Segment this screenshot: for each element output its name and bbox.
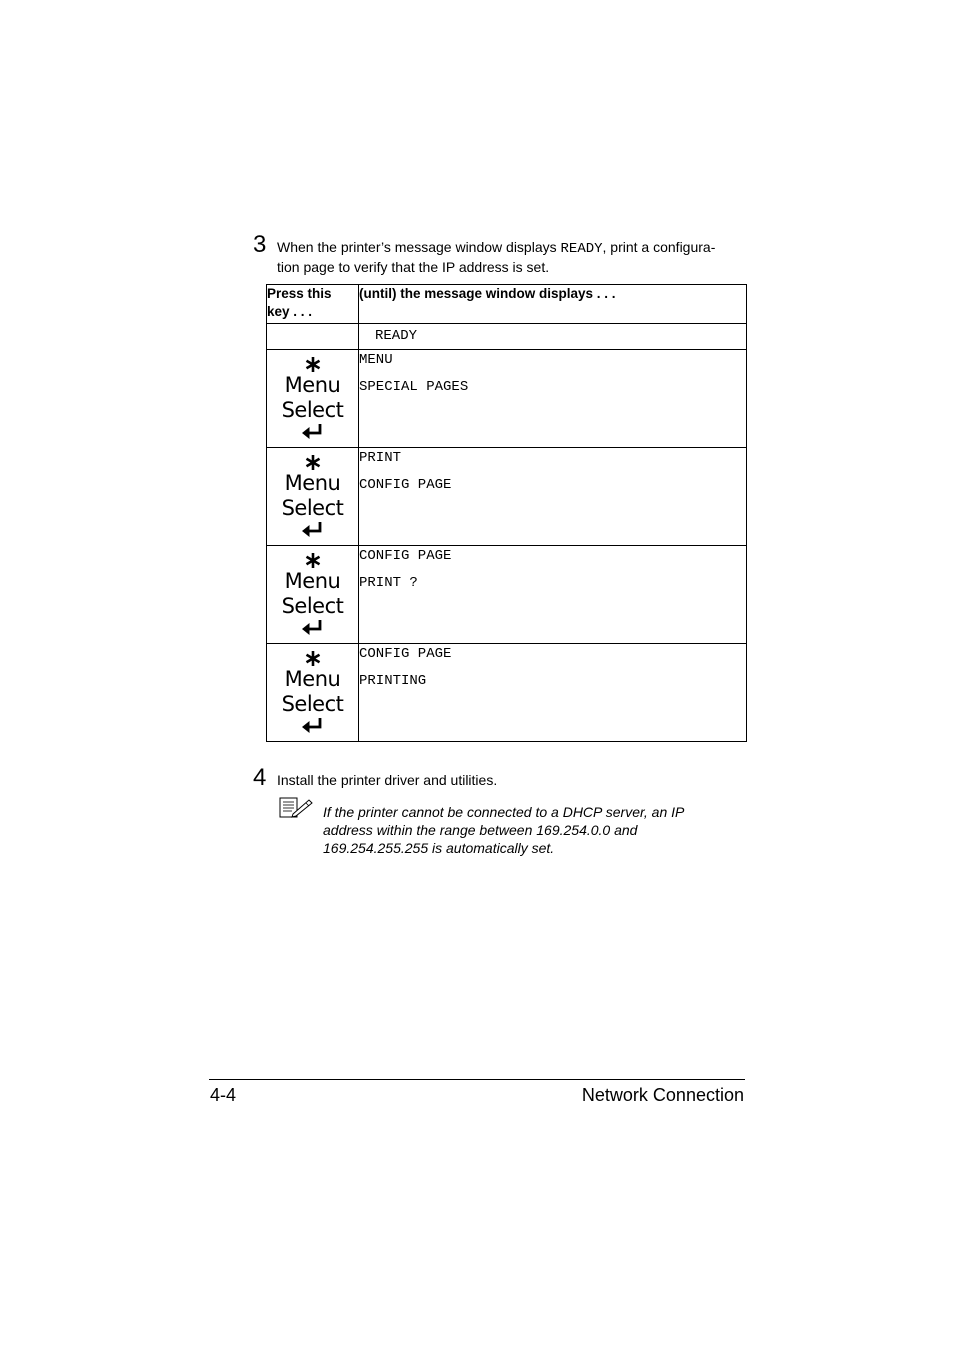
message-line2: SPECIAL PAGES [359,379,469,395]
table-row [267,644,747,742]
key-cell [267,448,359,546]
step-3-code: READY [560,241,603,257]
note-line2: address within the range between 169.254.0.0 and [323,822,638,838]
menu-select-key [278,356,348,439]
header-message-window: (until) the message window displays . . . [359,285,747,324]
key-label-select: Select [281,496,344,520]
key-cell [267,546,359,644]
note-text [323,803,723,857]
enter-arrow-icon [301,619,325,635]
key-label-select: Select [281,594,344,618]
empty-key-cell [267,324,359,350]
message-line1: PRINT [359,450,402,466]
enter-arrow-icon [301,423,325,439]
step-4-text: Install the printer driver and utilities. [277,772,498,788]
key-label-menu: Menu [284,569,341,593]
key-label-select: Select [281,692,344,716]
key-cell [267,644,359,742]
message-line1: CONFIG PAGE [359,646,452,662]
enter-arrow-icon [301,717,325,733]
message-line2: PRINT ? [359,575,418,591]
step-3-text-before: When the printer’s message window displays [277,239,561,255]
message-cell [359,324,747,350]
asterisk-icon [304,356,322,373]
note-line3: 169.254.255.255 is automatically set. [323,840,555,856]
step-3-text-after: , print a configura- [602,239,716,255]
key-sequence-table [266,284,747,742]
message-line2: CONFIG PAGE [359,477,452,493]
note-line1: If the printer cannot be connected to a DHCP server, an IP [323,804,685,820]
message-ready: READY [375,328,418,344]
header-press-key-line2: key . . . [267,304,313,319]
footer-divider [209,1079,745,1080]
key-label-select: Select [281,398,344,422]
header-press-key-line1: Press this [267,286,332,301]
message-line1: CONFIG PAGE [359,548,452,564]
message-cell [359,546,747,644]
table-row-ready [267,324,747,350]
note-pencil-icon [279,797,313,819]
asterisk-icon [304,454,322,471]
key-label-menu: Menu [284,373,341,397]
step-3-text [277,238,742,276]
message-cell [359,644,747,742]
step-3-number: 3 [253,231,267,258]
message-cell [359,350,747,448]
enter-arrow-icon [301,521,325,537]
step-3-text-line2: tion page to verify that the IP address is set. [277,259,550,275]
step-4-number: 4 [253,764,267,791]
asterisk-icon [304,650,322,667]
asterisk-icon [304,552,322,569]
message-line1: MENU [359,352,393,368]
menu-select-key [278,650,348,733]
table-row [267,350,747,448]
key-cell [267,350,359,448]
table-header-row [267,285,747,324]
key-label-menu: Menu [284,471,341,495]
page-number: 4-4 [210,1085,237,1105]
header-press-key [267,285,359,324]
table-row [267,448,747,546]
key-label-menu: Menu [284,667,341,691]
menu-select-key [278,552,348,635]
table-row [267,546,747,644]
section-title: Network Connection [581,1085,744,1105]
menu-select-key [278,454,348,537]
message-cell [359,448,747,546]
message-line2: PRINTING [359,673,427,689]
